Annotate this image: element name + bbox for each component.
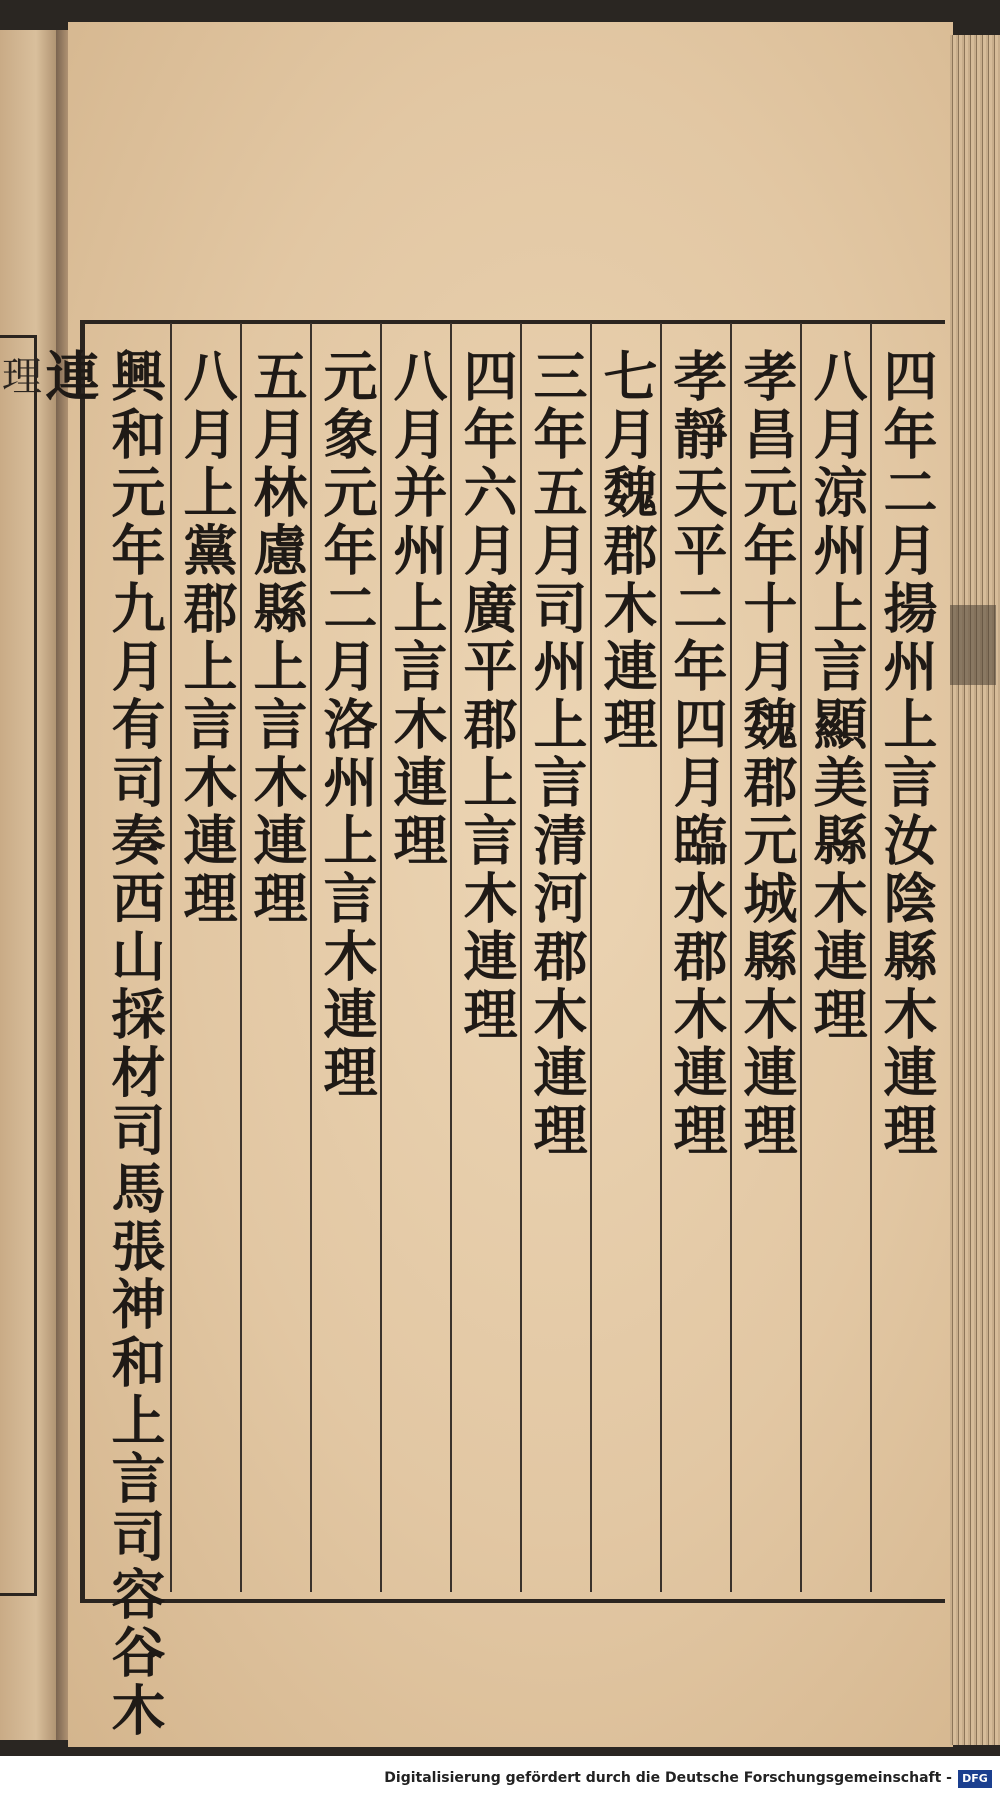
text-column-10: 五月林慮縣上言木連理 xyxy=(245,348,309,928)
column-rule xyxy=(660,323,662,1592)
column-rule xyxy=(170,323,172,1592)
text-column-12: 興和元年九月有司奏西山採材司馬張神和上言司容谷木連 xyxy=(37,348,167,1740)
left-page-frame xyxy=(0,335,37,1596)
text-column-1: 四年二月揚州上言汝陰縣木連理 xyxy=(875,348,939,1160)
column-rule xyxy=(730,323,732,1592)
digitization-footer xyxy=(0,1756,1000,1796)
text-column-4: 孝靜天平二年四月臨水郡木連理 xyxy=(665,348,729,1160)
dfg-logo: DFG xyxy=(958,1770,992,1788)
text-column-11: 八月上黨郡上言木連理 xyxy=(175,348,239,928)
text-column-3: 孝昌元年十月魏郡元城縣木連理 xyxy=(735,348,799,1160)
text-column-8: 八月并州上言木連理 xyxy=(385,348,449,870)
text-column-9: 元象元年二月洛州上言木連理 xyxy=(315,348,379,1102)
column-rule xyxy=(590,323,592,1592)
text-column-6: 三年五月司州上言清河郡木連理 xyxy=(525,348,589,1160)
left-page-edge-glyph: 理 xyxy=(2,354,42,400)
column-rule xyxy=(450,323,452,1592)
funding-notice: Digitalisierung gefördert durch die Deutsche Forschungsgemeinschaft - xyxy=(384,1770,952,1786)
text-column-5: 七月魏郡木連理 xyxy=(595,348,659,754)
text-column-2: 八月涼州上言顯美縣木連理 xyxy=(805,348,869,1044)
column-rule xyxy=(800,323,802,1592)
text-column-7: 四年六月廣平郡上言木連理 xyxy=(455,348,519,1044)
column-rule xyxy=(520,323,522,1592)
fore-edge-label xyxy=(950,605,996,685)
column-rule xyxy=(380,323,382,1592)
column-rule xyxy=(310,323,312,1592)
column-rule xyxy=(240,323,242,1592)
column-rule xyxy=(870,323,872,1592)
page-fore-edge xyxy=(950,35,1000,1745)
